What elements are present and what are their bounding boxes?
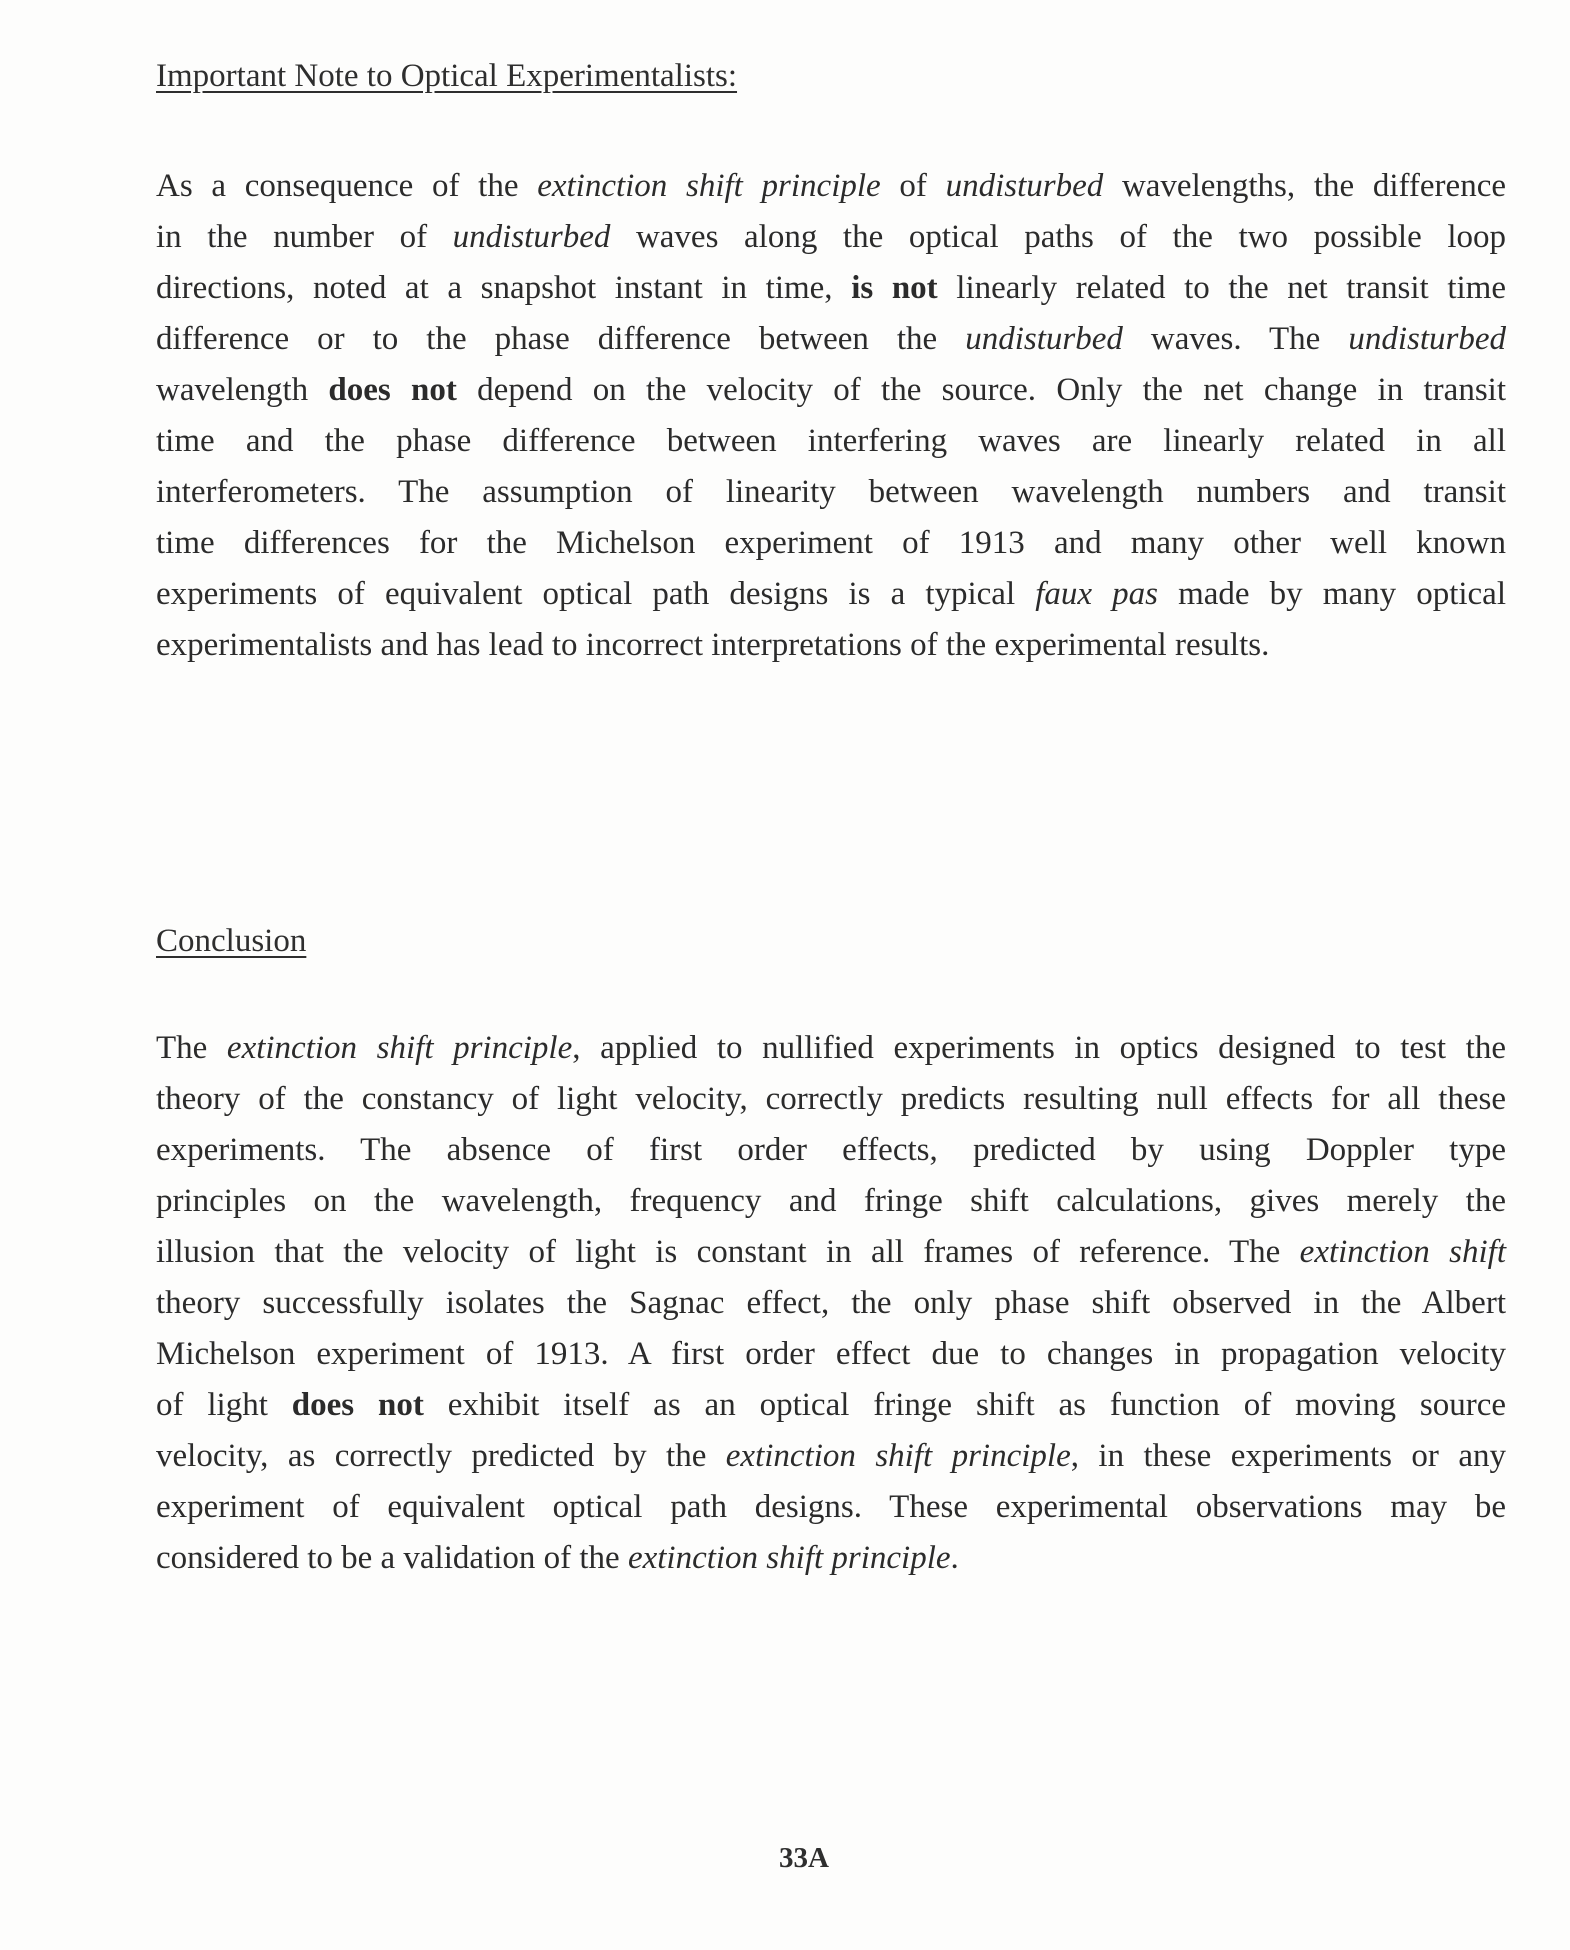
text-segment: principles on the wavelength, frequency and fringe shift calculations, gives merely the [156,1183,1506,1219]
text-line [156,1431,1506,1482]
text-segment: made by many optical [1158,576,1506,612]
italic-text: undisturbed [452,219,611,255]
bold-text: is not [851,270,938,306]
text-segment: wavelengths, the difference [1103,168,1506,204]
italic-text: extinction shift [1299,1234,1506,1270]
text-line [156,1278,1506,1329]
italic-text: undisturbed [1348,321,1506,357]
text-segment: of light [156,1387,292,1423]
text-line [156,1227,1506,1278]
text-line [156,1533,1506,1584]
bold-text: does not [291,1387,424,1423]
text-segment: considered to be a validation of the [156,1540,628,1576]
text-segment: time and the phase difference between interfering waves are linearly related in all [156,423,1506,459]
paragraph-conclusion [156,1023,1506,1584]
text-line [156,467,1506,518]
bold-text: does not [328,372,457,408]
text-segment: theory successfully isolates the Sagnac effect, the only phase shift observed in the Albert [156,1285,1506,1321]
text-segment: waves along the optical paths of the two possible loop [610,219,1507,255]
text-segment: time differences for the Michelson experiment of 1913 and many other well known [156,525,1506,561]
text-line [156,1380,1506,1431]
text-line [156,1176,1506,1227]
text-segment: directions, noted at a snapshot instant in time, [156,270,852,306]
text-segment: interferometers. The assumption of linearity between wavelength numbers and transit [156,474,1506,510]
text-line [156,314,1506,365]
text-segment: experiment of equivalent optical path designs. These experimental observations may be [156,1489,1506,1525]
text-segment: Michelson experiment of 1913. A first order effect due to changes in propagation velocity [156,1336,1506,1372]
text-line [156,365,1506,416]
text-line [156,1023,1506,1074]
text-line [156,161,1506,212]
text-line [156,1074,1506,1125]
text-segment: experimentalists and has lead to incorrect interpretations of the experimental results. [156,627,1270,663]
text-segment: theory of the constancy of light velocity, correctly predicts resulting null effects for all these [156,1081,1506,1117]
text-segment: wavelength [156,372,329,408]
italic-text: undisturbed [965,321,1123,357]
text-segment: depend on the velocity of the source. Only the net change in transit [456,372,1506,408]
text-line [156,1125,1506,1176]
italic-text: extinction shift principle [226,1030,573,1066]
italic-text: extinction shift principle [537,168,881,204]
text-line [156,416,1506,467]
text-segment: , applied to nullified experiments in optics designed to test the [572,1030,1507,1066]
text-segment: difference or to the phase difference between the [156,321,966,357]
text-segment: As a consequence of the [156,168,538,204]
text-segment: , in these experiments or any [1070,1438,1506,1474]
text-segment: . [950,1540,959,1576]
italic-text: undisturbed [945,168,1104,204]
italic-text: faux pas [1035,576,1158,612]
italic-text: extinction shift principle [627,1540,951,1576]
text-segment: waves. The [1122,321,1349,357]
text-segment: experiments. The absence of first order effects, predicted by using Doppler type [156,1132,1506,1168]
text-segment: velocity, as correctly predicted by the [156,1438,726,1474]
text-segment: illusion that the velocity of light is constant in all frames of reference. The [156,1234,1300,1270]
text-line [156,212,1506,263]
text-segment: exhibit itself as an optical fringe shift as function of moving source [423,1387,1506,1423]
text-segment: The [156,1030,227,1066]
text-line [156,620,1506,671]
text-segment: of [880,168,946,204]
paragraph-important-note [156,161,1506,671]
text-segment: linearly related to the net transit time [937,270,1506,306]
section-heading-important-note: Important Note to Optical Experimentalists: [156,58,738,94]
page-number: 33A [779,1842,829,1874]
text-line [156,263,1506,314]
italic-text: extinction shift principle [725,1438,1071,1474]
text-line [156,1482,1506,1533]
text-line [156,518,1506,569]
section-heading-conclusion: Conclusion [156,923,307,959]
text-segment: in the number of [156,219,453,255]
text-line [156,569,1506,620]
text-line [156,1329,1506,1380]
text-segment: experiments of equivalent optical path designs is a typical [156,576,1036,612]
